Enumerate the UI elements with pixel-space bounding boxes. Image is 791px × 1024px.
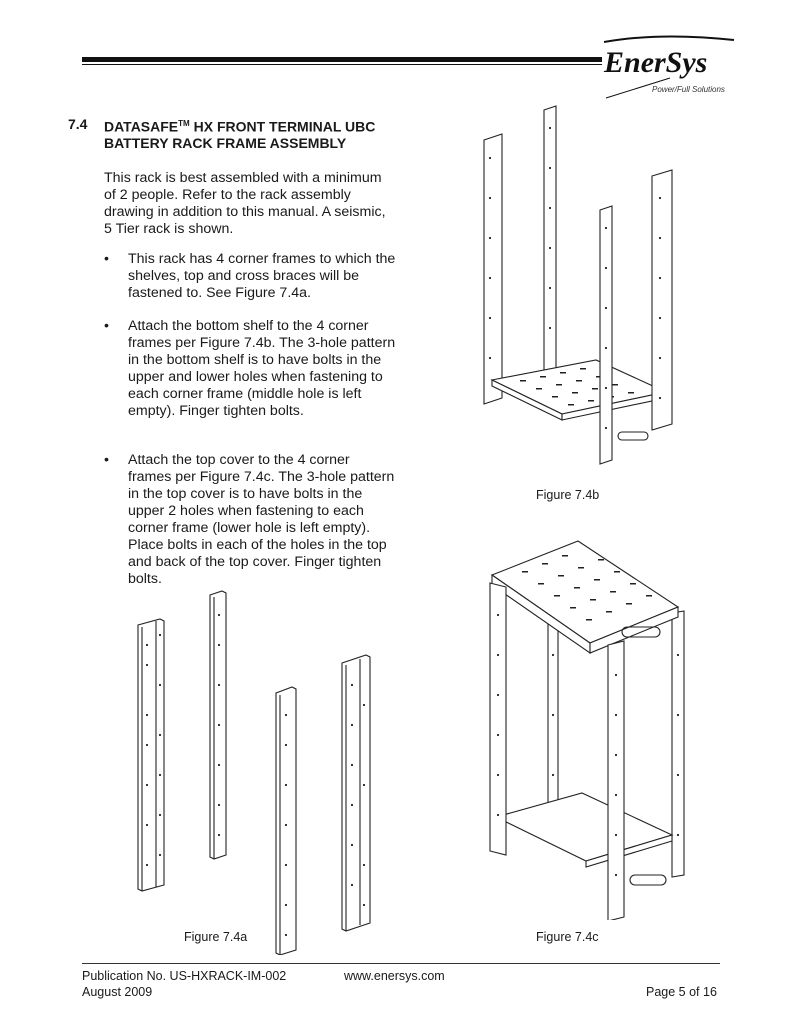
figure-7-4a-corner-frames <box>130 585 390 955</box>
corner-frame <box>544 106 556 372</box>
section-number: 7.4 <box>68 116 88 132</box>
bullet-dot: • <box>104 452 109 468</box>
figure-7-4b-bottom-shelf <box>470 98 690 470</box>
corner-frame <box>484 134 502 404</box>
logo-text: EnerSys <box>604 46 708 79</box>
footer-rule <box>82 963 720 964</box>
bullet-text: Attach the bottom shelf to the 4 corner frames per Figure 7.4b. The 3-hole pattern in the bottom shelf is to have bolts in the upper and lower holes when fastening to each corner frame (middle hole is left empty). Finger tighten bolts. <box>128 318 396 419</box>
corner-frame <box>138 619 164 891</box>
top-cover <box>492 541 678 653</box>
bullet-dot: • <box>104 251 109 267</box>
enersys-logo <box>600 30 740 100</box>
bullet-text: This rack has 4 corner frames to which the shelves, top and cross braces will be fastened to. See Figure 7.4a. <box>128 251 396 301</box>
bottom-shelf <box>496 793 672 867</box>
figure-caption-7-4b: Figure 7.4b <box>536 488 600 502</box>
intro-paragraph: This rack is best assembled with a minimum of 2 people. Refer to the rack assembly drawing in addition to this manual. A seismic, 5 Tier rack is shown. <box>104 170 386 237</box>
bullet-dot: • <box>104 318 109 334</box>
corner-frame <box>276 687 296 955</box>
publication-number: Publication No. US-HXRACK-IM-002 <box>82 969 287 983</box>
publication-date: August 2009 <box>82 985 153 999</box>
corner-frame <box>600 206 612 464</box>
figure-7-4c-top-cover <box>482 535 692 920</box>
header-rule-thin <box>82 64 602 65</box>
corner-frame <box>342 655 370 931</box>
bottom-shelf <box>492 360 666 420</box>
bullet-text: Attach the top cover to the 4 corner frames per Figure 7.4c. The 3-hole pattern in the top cover is to have bolts in the upper 2 holes when fastening to each corner frame (lower hole is left empty). Place bolts in each of the holes in the top and back of the top cover. Finger tighten bolts. <box>128 452 395 587</box>
logo-tagline: Power/Full Solutions <box>652 85 725 94</box>
section-title: DATASAFE™ HX FRONT TERMINAL UBC BATTERY RACK FRAME ASSEMBLY <box>104 118 376 151</box>
figure-caption-7-4c: Figure 7.4c <box>536 930 599 944</box>
page-number: Page 5 of 16 <box>646 985 717 999</box>
website-link[interactable]: www.enersys.com <box>344 969 445 983</box>
figure-caption-7-4a: Figure 7.4a <box>184 930 248 944</box>
header-rule <box>82 57 602 62</box>
